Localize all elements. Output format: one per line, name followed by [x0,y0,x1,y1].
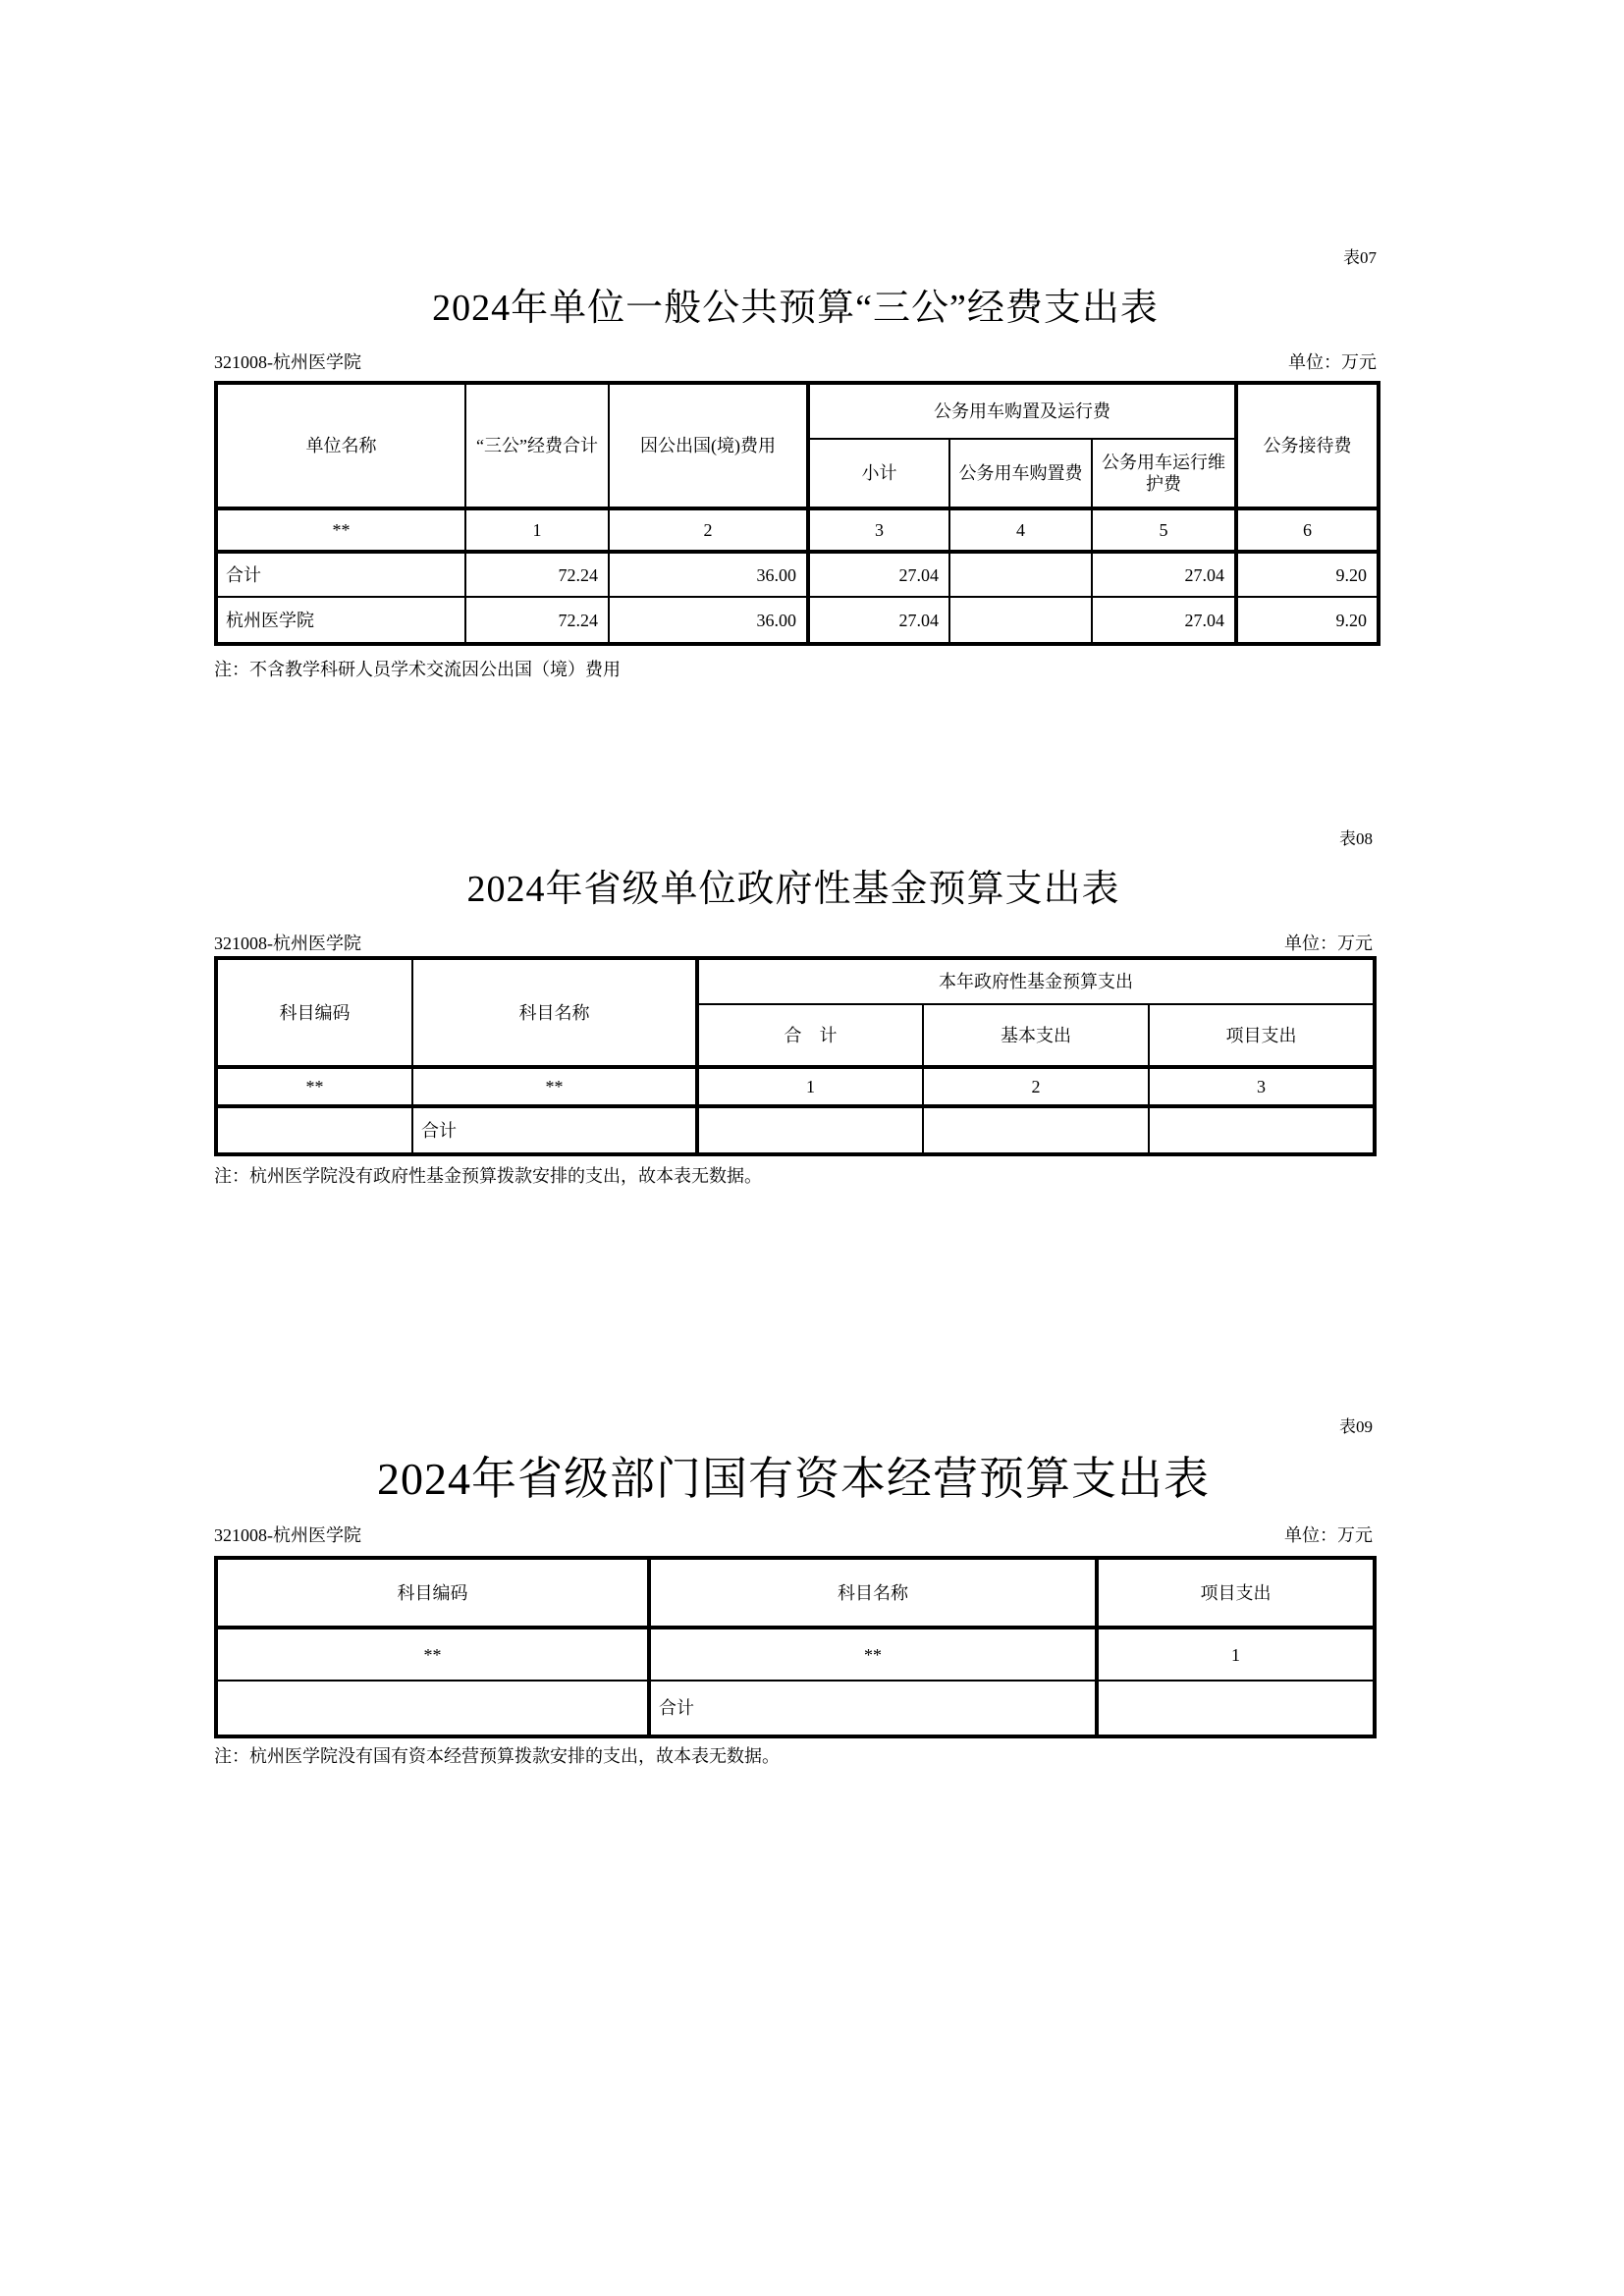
table08-numbering-row [216,1067,1375,1106]
table08 [214,956,1377,1156]
row-label-cell: 合计 [216,552,465,597]
th-subject-code: 科目编码 [216,1558,649,1628]
value-cell: 9.20 [1236,552,1379,597]
th-reception-cost: 公务接待费 [1236,383,1379,508]
table08-org-code: 321008-杭州医学院 [214,934,361,953]
value-cell: 36.00 [609,552,808,597]
table07-unit-row [216,597,1379,644]
th-sangong-total: “三公”经费合计 [465,383,609,508]
section-table09 [214,1416,1373,1768]
numbering-cell: 2 [609,508,808,552]
table09-meta [214,1524,1373,1546]
table07-tag: 表07 [1343,248,1377,267]
numbering-cell: ** [216,1067,412,1106]
table07-numbering-row [216,508,1379,552]
numbering-cell: 1 [465,508,609,552]
th-unit-name: 单位名称 [216,383,465,508]
value-cell: 9.20 [1236,597,1379,644]
value-cell: 72.24 [465,552,609,597]
table09-title: 2024年省级部门国有资本经营预算支出表 [377,1454,1210,1504]
numbering-cell: 2 [923,1067,1149,1106]
value-cell [1149,1106,1375,1154]
table08-meta [214,933,1373,954]
value-cell [949,597,1092,644]
table09-org-code: 321008-杭州医学院 [214,1525,361,1545]
numbering-cell: 1 [1097,1628,1375,1681]
table08-total-row [216,1106,1375,1154]
value-cell [216,1681,649,1736]
table09-tag: 表09 [1339,1417,1373,1436]
numbering-cell: ** [216,508,465,552]
table08-note: 注：杭州医学院没有政府性基金预算拨款安排的支出，故本表无数据。 [214,1166,762,1186]
numbering-cell: 3 [1149,1067,1375,1106]
th-subject-name: 科目名称 [649,1558,1097,1628]
table07-total-row [216,552,1379,597]
numbering-cell: 4 [949,508,1092,552]
table09-total-row [216,1681,1375,1736]
table07 [214,381,1380,646]
th-vehicle-purchase: 公务用车购置费 [949,439,1092,508]
table09-header-row [216,1558,1375,1628]
value-cell [923,1106,1149,1154]
table09-numbering-row [216,1628,1375,1681]
table07-meta [214,351,1377,373]
table08-header-row [216,958,1375,1004]
th-abroad-cost: 因公出国(境)费用 [609,383,808,508]
table07-title: 2024年单位一般公共预算“三公”经费支出表 [432,288,1159,329]
table09-unit-label: 单位：万元 [1284,1525,1373,1545]
th-project-expense: 项目支出 [1097,1558,1375,1628]
value-cell: 27.04 [1092,552,1236,597]
section-table07 [214,247,1377,681]
table07-org-code: 321008-杭州医学院 [214,352,361,372]
th-vehicle-subtotal: 小计 [808,439,949,508]
th-fund-total: 合 计 [697,1004,923,1067]
numbering-cell: ** [649,1628,1097,1681]
value-cell [697,1106,923,1154]
table07-note: 注：不含教学科研人员学术交流因公出国（境）费用 [214,660,621,679]
numbering-cell: 5 [1092,508,1236,552]
th-basic-expense: 基本支出 [923,1004,1149,1067]
th-project-expense: 项目支出 [1149,1004,1375,1067]
th-vehicle-maintenance: 公务用车运行维护费 [1092,439,1236,508]
table09-note: 注：杭州医学院没有国有资本经营预算拨款安排的支出，故本表无数据。 [214,1746,780,1766]
numbering-cell: 1 [697,1067,923,1106]
numbering-cell: ** [216,1628,649,1681]
numbering-cell: 3 [808,508,949,552]
th-vehicle-group: 公务用车购置及运行费 [808,383,1236,439]
row-label-cell: 合计 [649,1681,1097,1736]
value-cell [216,1106,412,1154]
th-subject-code: 科目编码 [216,958,412,1067]
row-label-cell: 杭州医学院 [216,597,465,644]
value-cell: 72.24 [465,597,609,644]
section-table08 [214,828,1373,1188]
table07-unit-label: 单位：万元 [1288,352,1377,372]
value-cell [949,552,1092,597]
th-subject-name: 科目名称 [412,958,697,1067]
table08-tag: 表08 [1339,829,1373,848]
row-label-cell: 合计 [412,1106,697,1154]
value-cell: 27.04 [808,597,949,644]
th-fund-budget-group: 本年政府性基金预算支出 [697,958,1375,1004]
table07-header-row [216,383,1379,439]
value-cell: 27.04 [808,552,949,597]
numbering-cell: ** [412,1067,697,1106]
numbering-cell: 6 [1236,508,1379,552]
value-cell: 27.04 [1092,597,1236,644]
value-cell: 36.00 [609,597,808,644]
table09 [214,1556,1377,1738]
value-cell [1097,1681,1375,1736]
table08-title: 2024年省级单位政府性基金预算支出表 [466,869,1120,910]
table08-unit-label: 单位：万元 [1284,934,1373,953]
